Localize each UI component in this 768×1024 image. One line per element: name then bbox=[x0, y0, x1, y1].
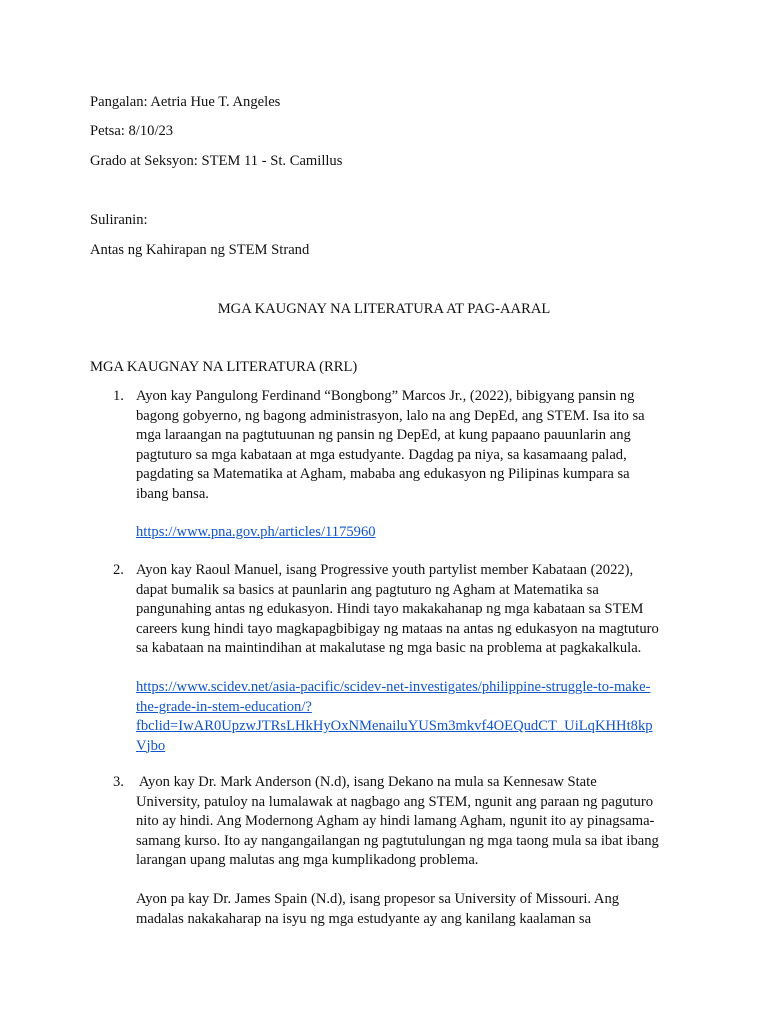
list-number: 3. bbox=[113, 774, 124, 790]
list-number: 1. bbox=[113, 388, 124, 404]
paragraph-line: mga laraangan na pagtutuunan ng pansin ng DepEd, at kung papaano pauunlarin ang bbox=[136, 427, 631, 443]
paragraph-line: Ayon kay Dr. Mark Anderson (N.d), isang Dekano na mula sa Kennesaw State bbox=[136, 774, 597, 790]
paragraph-line: madalas nakakaharap na isyu ng mga estudyante ay ang kanilang kaalaman sa bbox=[136, 910, 592, 927]
source-link[interactable] bbox=[136, 678, 678, 756]
item-paragraph bbox=[136, 561, 678, 659]
list-number: 2. bbox=[113, 562, 124, 578]
paragraph-line: Ayon kay Pangulong Ferdinand “Bongbong” Marcos Jr., (2022), bibigyang pansin ng bbox=[136, 388, 635, 404]
paragraph-line: dapat bumalik sa basics at paunlarin ang pagtuturo ng Agham at Matematika sa bbox=[136, 581, 599, 598]
item-paragraph-continued bbox=[136, 890, 678, 929]
paragraph-line: bagong gobyerno, ng bagong administrasyon, lalo na ang DepEd, ang STEM. Isa ito sa bbox=[136, 407, 645, 424]
paragraph-line: nito ay hindi. Ang Modernong Agham ay hindi lamang Agham, ngunit ito ay pinagsama- bbox=[136, 813, 655, 829]
link-line[interactable]: https://www.scidev.net/asia-pacific/scidev-net-investigates/philippine-struggle-to-make- bbox=[136, 679, 651, 695]
grade-section-line: Grado at Seksyon: STEM 11 - St. Camillus bbox=[90, 153, 343, 169]
document-title: MGA KAUGNAY NA LITERATURA AT PAG-AARAL bbox=[217, 301, 551, 317]
student-name: Pangalan: Aetria Hue T. Angeles bbox=[90, 94, 281, 110]
paragraph-line: pagdating sa Matematika at Agham, mababa ang edukasyon ng Pilipinas kumpara sa bbox=[136, 466, 630, 482]
link-line[interactable]: fbclid=IwAR0UpzwJTRsLHkHyOxNMenailuYUSm3mkvf4OEQudCT_UiLqKHHt8kp bbox=[136, 718, 653, 734]
section-heading: MGA KAUGNAY NA LITERATURA (RRL) bbox=[90, 359, 358, 375]
paragraph-line: ibang bansa. bbox=[136, 485, 209, 502]
paragraph-line: Ayon pa kay Dr. James Spain (N.d), isang propesor sa University of Missouri. Ang bbox=[136, 891, 620, 907]
paragraph-line: pangunahing antas ng edukasyon. Hindi tayo makakahanap ng mga kabataan sa STEM bbox=[136, 601, 644, 617]
link-line[interactable]: https://www.pna.gov.ph/articles/1175960 bbox=[136, 524, 376, 540]
link-line[interactable]: Vjbo bbox=[136, 737, 166, 754]
item-paragraph bbox=[136, 773, 678, 871]
paragraph-line: careers kung hindi tayo magkapagbibigay ng mataas na antas ng edukasyon na magtuturo bbox=[136, 620, 659, 637]
source-link[interactable] bbox=[136, 523, 678, 543]
paragraph-line: sa kabataan na maintindihan at makalutase ng mga basic na problema at pagkakalkula. bbox=[136, 640, 642, 656]
date-line: Petsa: 8/10/23 bbox=[90, 123, 174, 139]
link-line[interactable]: the-grade-in-stem-education/? bbox=[136, 698, 312, 715]
paragraph-line: larangan upang malutas ang mga kumplikadong problema. bbox=[136, 852, 479, 868]
item-paragraph bbox=[136, 387, 678, 504]
problem-text: Antas ng Kahirapan ng STEM Strand bbox=[90, 242, 310, 258]
paragraph-line: samang kurso. Ito ay nangangailangan ng pagtutulungan ng mga taong mula sa ibat ibang bbox=[136, 832, 659, 849]
problem-label: Suliranin: bbox=[90, 212, 148, 228]
paragraph-line: University, patuloy na lumalawak at nagbago ang STEM, ngunit ang paraan ng paguturo bbox=[136, 793, 654, 810]
paragraph-line: Ayon kay Raoul Manuel, isang Progressive youth partylist member Kabataan (2022), bbox=[136, 562, 634, 578]
paragraph-line: pagtuturo sa mga kabataan at mga estudyante. Dagdag pa niya, sa kasamaang palad, bbox=[136, 446, 627, 463]
